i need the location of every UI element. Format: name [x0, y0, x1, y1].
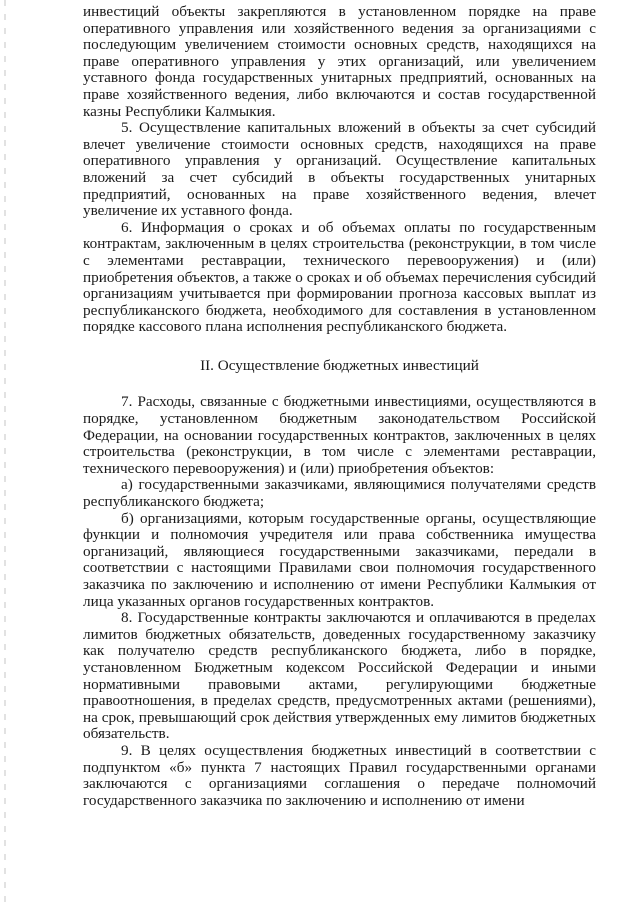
paragraph-8: 8. Государственные контракты заключаются и оплачиваются в пределах лимитов бюджетных обязательств, доведенных государственному заказчику как получателю средств республиканского бюджета, либо в порядке, установленном Бюджетным кодексом Российской Федерации и иными нормативными правовыми актами, регулирующими бюджетные правоотношения, в пределах средств, предусмотренных актами (решениями), на срок, превышающий срок действия утвержденных ему лимитов бюджетных обязательств. — [83, 609, 596, 743]
paragraph-7: 7. Расходы, связанные с бюджетными инвестициями, осуществляются в порядке, установленном бюджетным законодательством Российской Федерации, на основании государственных контрактов, заключенных в целях строительства (реконструкции, в том числе с элементами реставрации, технического перевооружения) и (или) приобретения объектов: — [83, 393, 596, 477]
paragraph-5: 5. Осуществление капитальных вложений в объекты за счет субсидий влечет увеличение стоимости основных средств, находящихся на праве оперативного управления у организаций. Осуществление капитальных вложений за счет субсидий в объекты государственных унитарных предприятий, основанных на праве хозяйственного ведения, влечет увеличение их уставного фонда. — [83, 119, 596, 220]
paragraph-4-continuation: инвестиций объекты закрепляются в установленном порядке на праве оперативного управления или хозяйственного ведения за организациями с последующим увеличением стоимости основных средств, находящихся на праве оперативного управления у этих организаций, или увеличением уставного фонда государственных унитарных предприятий, основанных на праве хозяйственного ведения, либо включаются и состав государственной казны Республики Калмыкия. — [83, 3, 596, 120]
paragraph-6: 6. Информация о сроках и об объемах оплаты по государственным контрактам, заключенным в целях строительства (реконструкции, в том числе с элементами реставрации, технического перевооружения) и (или) приобретения объектов, а также о сроках и об объемах перечисления субсидий организациям учитывается при формировании прогноза кассовых выплат из республиканского бюджета, необходимого для составления в установленном порядке кассового плана исполнения республиканского бюджета. — [83, 218, 596, 336]
document-body — [83, 4, 596, 809]
paragraph-7a: а) государственными заказчиками, являющимися получателями средств республиканского бюджета; — [83, 476, 596, 511]
paragraph-9: 9. В целях осуществления бюджетных инвестиций в соответствии с подпунктом «б» пункта 7 настоящих Правил государственными органами заключаются с организациями соглашения о передаче полномочий государственного заказчика по заключению и исполнению от имени — [83, 741, 596, 809]
section-heading: II. Осуществление бюджетных инвестиций — [200, 356, 479, 374]
paragraph-7b: б) организациями, которым государственные органы, осуществляющие функции и полномочия учредителя или права собственника имущества организаций, являющиеся государственными заказчиками, передали в соответствии с настоящими Правилами свои полномочия государственного заказчика по заключению и исполнению от имени Республики Калмыкия от лица указанных органов государственных контрактов. — [83, 509, 596, 610]
scan-edge-shadow — [4, 0, 6, 905]
